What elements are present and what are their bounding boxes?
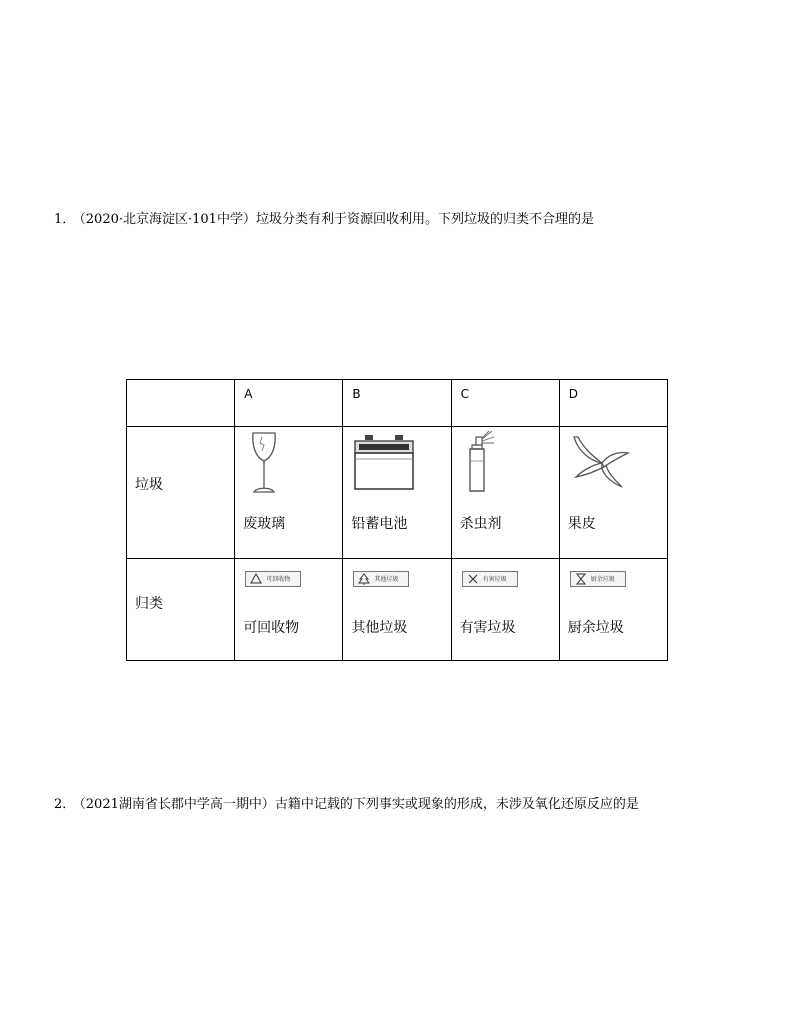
banana-peel-icon: [568, 431, 634, 495]
kitchen-waste-sign: [570, 571, 626, 587]
battery-icon: [351, 431, 417, 495]
question-1: [54, 208, 594, 227]
sign-text: 可回收物: [266, 575, 291, 583]
garbage-cell-b: [343, 427, 451, 558]
table-row-category: [127, 558, 668, 660]
other-waste-sign: [353, 571, 409, 587]
sign-text: 有害垃圾: [482, 575, 507, 583]
column-letter: C: [460, 387, 469, 401]
garbage-name: 铅蓄电池: [351, 516, 408, 533]
garbage-classification-table: [126, 379, 668, 661]
header-cell-d: [559, 380, 667, 427]
hourglass-icon: [575, 573, 587, 585]
row-label: 归类: [135, 595, 163, 612]
spray-bottle-icon: [460, 431, 526, 495]
wine-glass-icon: [243, 431, 309, 495]
question-1-text: （2020·北京海淀区·101中学）垃圾分类有利于资源回收利用。下列垃圾的归类不合理的是: [79, 212, 594, 227]
garbage-name: 杀虫剂: [459, 516, 502, 533]
question-2-number: 2．: [54, 797, 76, 812]
header-cell-b: [343, 380, 451, 427]
category-cell-c: [451, 558, 559, 660]
header-cell-a: [235, 380, 343, 427]
row-label-cell: [127, 558, 235, 660]
cross-icon: [467, 573, 479, 585]
category-name: 可回收物: [243, 619, 300, 636]
tree-icon: [358, 573, 370, 585]
garbage-name: 废玻璃: [243, 516, 286, 533]
header-cell-c: [451, 380, 559, 427]
category-cell-d: [559, 558, 667, 660]
garbage-name: 果皮: [567, 516, 596, 533]
question-1-number: 1．: [54, 212, 76, 227]
header-empty-cell: [127, 380, 235, 427]
category-cell-a: [235, 558, 343, 660]
column-letter: B: [352, 387, 361, 401]
column-letter: A: [244, 387, 253, 401]
sign-text: 厨余垃圾: [590, 575, 615, 583]
row-label-cell: [127, 427, 235, 558]
recyclable-sign: [245, 571, 301, 587]
hazardous-waste-sign: [462, 571, 518, 587]
table-row-garbage: [127, 427, 668, 558]
garbage-cell-a: [235, 427, 343, 558]
category-name: 厨余垃圾: [567, 619, 624, 636]
question-2: [54, 793, 639, 812]
garbage-cell-c: [451, 427, 559, 558]
category-name: 其他垃圾: [351, 619, 408, 636]
question-2-text: （2021湖南省长郡中学高一期中）古籍中记载的下列事实或现象的形成，未涉及氧化还原反应的是: [79, 797, 639, 812]
garbage-cell-d: [559, 427, 667, 558]
column-letter: D: [568, 387, 578, 401]
sign-text: 其他垃圾: [374, 575, 399, 583]
row-label: 垃圾: [135, 477, 163, 494]
recycle-triangle-icon: [250, 573, 262, 585]
category-cell-b: [343, 558, 451, 660]
table-header-row: [127, 380, 668, 427]
category-name: 有害垃圾: [459, 619, 516, 636]
